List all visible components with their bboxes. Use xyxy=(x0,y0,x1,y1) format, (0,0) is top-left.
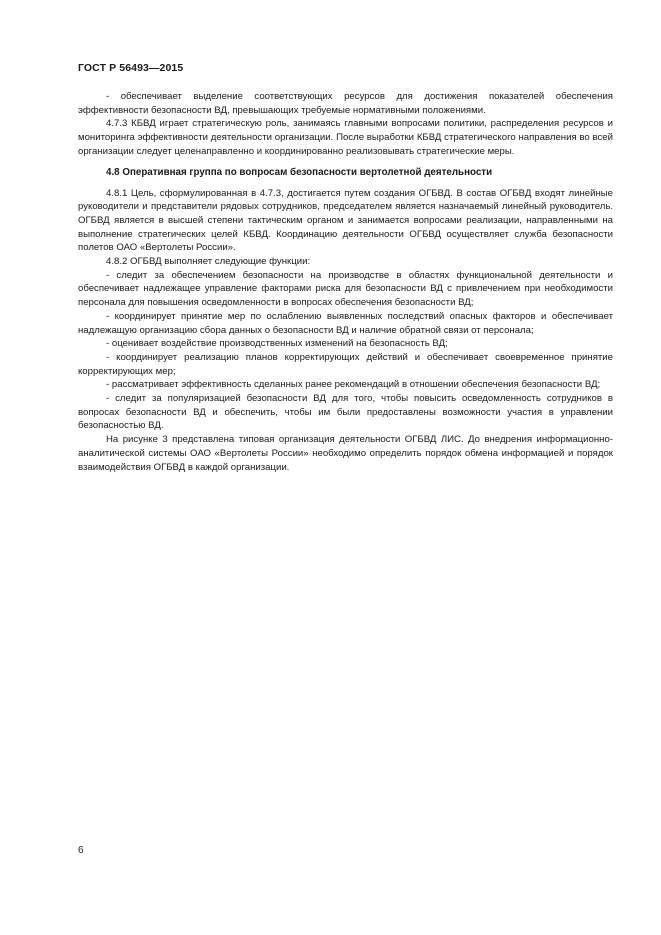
section-heading: 4.8 Оперативная группа по вопросам безопасности вертолетной деятельности xyxy=(106,166,493,178)
list-item: - рассматривает эффективность сделанных ранее рекомендаций в отношении обеспечения безопасности ВД; xyxy=(106,379,601,391)
document-header: ГОСТ Р 56493—2015 xyxy=(78,62,184,74)
paragraph: 4.7.3 КБВД играет стратегическую роль, занимаясь главными вопросами политики, распределения ресурсов и мониторинга эффективности деятельности организации. После выработки КБВД стратегического направления во всей организации следует целенаправленно и координированно реализовывать стратегические меры. xyxy=(78,118,613,157)
paragraph: - обеспечивает выделение соответствующих ресурсов для достижения показателей обеспечения эффективности безопасности ВД, превышающих требуемые нормативными положениями. xyxy=(78,91,613,116)
list-item: - следит за обеспечением безопасности на производстве в областях функциональной деятельности и обеспечивает надлежащее управление факторами риска для безопасности ВД с привлечением при необходимости персонала для повышения осведомленности в вопросах обеспечения безопасности ВД; xyxy=(78,269,613,309)
page-number: 6 xyxy=(78,845,84,856)
list-item: - следит за популяризацией безопасности ВД для того, чтобы повысить осведомленность сотрудников в вопросах безопасности ВД и обеспечить, чтобы им были предоставлены возможности участия в управлении безопасностью ВД. xyxy=(78,393,613,432)
list-item: - координирует принятие мер по ослаблению выявленных последствий опасных факторов и обеспечивает надлежащую организацию сбора данных о безопасности ВД и наличие обратной связи от персонала; xyxy=(78,310,613,336)
paragraph: 4.8.1 Цель, сформулированная в 4.7.3, достигается путем создания ОГБВД. В состав ОГБВД входят линейные руководители и представители рядовых сотрудников, председателем является назначаемый линейный руководитель. ОГБВД является в высшей степени тактическим органом и занимается вопросами реализации, направленными на выполнение стратегических целей КБВД. Координацию деятельности ОГБВД осуществляет служба безопасности полетов ОАО «Вертолеты России». xyxy=(78,187,613,254)
list-item: - оценивает воздействие производственных изменений на безопасность ВД; xyxy=(106,338,448,350)
document-body xyxy=(78,90,613,474)
paragraph: 4.8.2 ОГБВД выполняет следующие функции: xyxy=(106,256,311,268)
paragraph: На рисунке 3 представлена типовая организация деятельности ОГБВД ЛИС. До внедрения информационно-аналитической системы ОАО «Вертолеты России» необходимо определить порядок обмена информацией и порядок взаимодействия ОГБВД в каждой организации. xyxy=(78,434,613,473)
list-item: - координирует реализацию планов корректирующих действий и обеспечивает своевременное принятие корректирующих мер; xyxy=(78,351,613,377)
